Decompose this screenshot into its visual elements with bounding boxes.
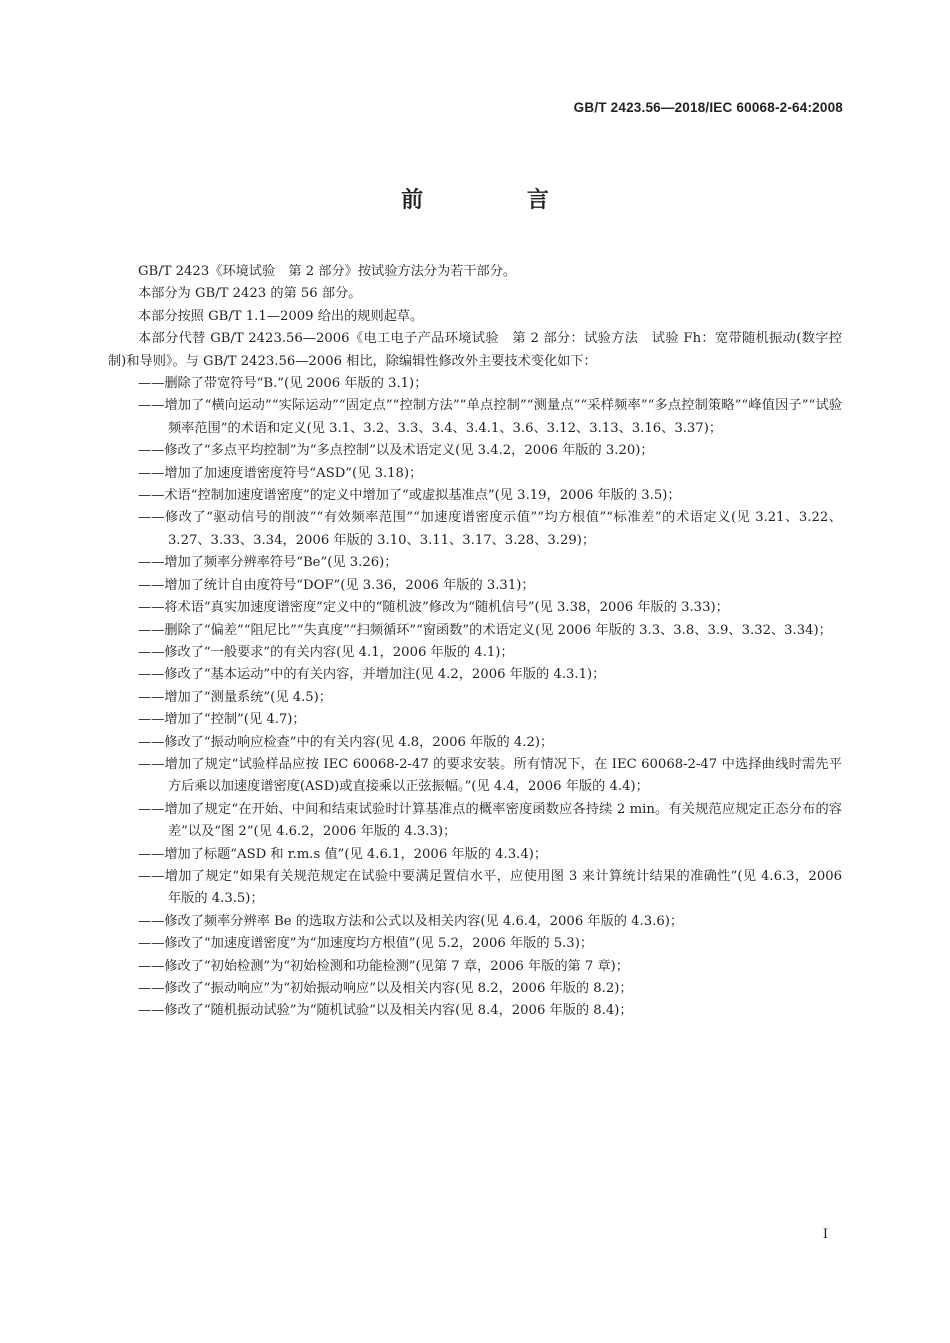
change-item: ——增加了频率分辨率符号“Be”(见 3.26)； xyxy=(138,555,398,571)
change-item: ——增加了“控制”(见 4.7)； xyxy=(138,712,306,728)
change-item: ——删除了带宽符号“B.”(见 2006 年版的 3.1)； xyxy=(138,376,428,392)
change-item: ——修改了“基本运动”中的有关内容，并增加注(见 4.2，2006 年版的 4.3.1)； xyxy=(138,667,606,683)
change-item: ——修改了“随机振动试验”为“随机试验”以及相关内容(见 8.4，2006 年版的 8.4)； xyxy=(138,1003,633,1019)
change-item: ——增加了“测量系统”(见 4.5)； xyxy=(138,689,332,705)
change-item: ——增加了“横向运动”“实际运动”“固定点”“控制方法”“单点控制”“测量点”“采样频率”“多点控制策略”“峰值因子”“试验频率范围”的术语和定义(见 3.1、3.2、3.3、3.4、3.4.1、3.6、3.12、3.13、3.16、3.37)； xyxy=(138,398,842,436)
page-number: I xyxy=(822,1227,828,1242)
intro-paragraph-3: 本部分按照 GB/T 1.1—2009 给出的规则起草。 xyxy=(138,308,424,324)
change-item: ——增加了统计自由度符号“DOF”(见 3.36，2006 年版的 3.31)； xyxy=(138,577,535,593)
change-item: ——增加了规定“如果有关规范规定在试验中要满足置信水平，应使用图 3 来计算统计结果的准确性”(见 4.6.3，2006 年版的 4.3.5)； xyxy=(138,868,842,907)
change-item: ——术语“控制加速度谱密度”的定义中增加了“或虚拟基准点”(见 3.19，2006 年版的 3.5)； xyxy=(138,488,681,504)
change-item: ——修改了“初始检测”为“初始检测和功能检测”(见第 7 章，2006 年版的第 7 章)； xyxy=(138,958,629,974)
change-item: ——增加了规定“在开始、中间和结束试验时计算基准点的概率密度函数应各持续 2 min。有关规范应规定正态分布的容差”以及“图 2”(见 4.6.2，2006 年版的 4.3.3)； xyxy=(138,801,842,840)
change-item: ——修改了“振动响应检查”中的有关内容(见 4.8，2006 年版的 4.2)； xyxy=(138,734,554,750)
intro-paragraph-4: 本部分代替 GB/T 2423.56—2006《电工电子产品环境试验 第 2 部分：试验方法 试验 Fh：宽带随机振动(数字控制)和导则》。与 GB/T 2423.56—2006 相比，除编辑性修改外主要技术变化如下： xyxy=(108,331,842,369)
change-item: ——修改了“加速度谱密度”为“加速度均方根值”(见 5.2，2006 年版的 5.3)； xyxy=(138,936,594,952)
change-item: ——修改了“一般要求”的有关内容(见 4.1，2006 年版的 4.1)； xyxy=(138,644,514,660)
change-item: ——将术语“真实加速度谱密度”定义中的“随机波”修改为“随机信号”(见 3.38，2006 年版的 3.33)； xyxy=(138,600,729,616)
document-body xyxy=(108,261,842,1023)
changes-list xyxy=(108,373,842,1023)
change-item: ——修改了频率分辨率 Be 的选取方法和公式以及相关内容(见 4.6.4，2006 年版的 4.3.6)； xyxy=(138,913,684,929)
change-item: ——增加了加速度谱密度符号“ASD”(见 3.18)； xyxy=(138,465,423,481)
change-item: ——增加了标题“ASD 和 r.m.s 值”(见 4.6.1，2006 年版的 4.3.4)； xyxy=(138,846,548,862)
intro-paragraph-1: GB/T 2423《环境试验 第 2 部分》按试验方法分为若干部分。 xyxy=(138,264,517,279)
change-item: ——修改了“驱动信号的削波”“有效频率范围”“加速度谱密度示值”“均方根值”“标准差”的术语定义(见 3.21、3.22、3.27、3.33、3.34，2006 年版的 3.10、3.11、3.17、3.28、3.29)； xyxy=(138,510,842,548)
change-item: ——修改了“多点平均控制”为“多点控制”以及术语定义(见 3.4.2，2006 年版的 3.20)； xyxy=(138,443,654,459)
page-title: 前 言 xyxy=(401,187,597,213)
change-item: ——删除了“偏差”“阻尼比”“失真度”“扫频循环”“窗函数”的术语定义(见 2006 年版的 3.3、3.8、3.9、3.32、3.34)； xyxy=(138,622,832,638)
intro-paragraph-2: 本部分为 GB/T 2423 的第 56 部分。 xyxy=(138,286,362,302)
change-item: ——修改了“振动响应”为“初始振动响应”以及相关内容(见 8.2，2006 年版的 8.2)； xyxy=(138,981,633,996)
standard-code-header: GB/T 2423.56—2018/IEC 60068-2-64:2008 xyxy=(573,100,843,115)
change-item: ——增加了规定“试验样品应按 IEC 60068-2-47 的要求安装。所有情况下，在 IEC 60068-2-47 中选择曲线时需先平方后乘以加速度谱密度(ASD)或直接乘以正弦振幅。”(见 4.4，2006 年版的 4.4)； xyxy=(138,756,842,795)
